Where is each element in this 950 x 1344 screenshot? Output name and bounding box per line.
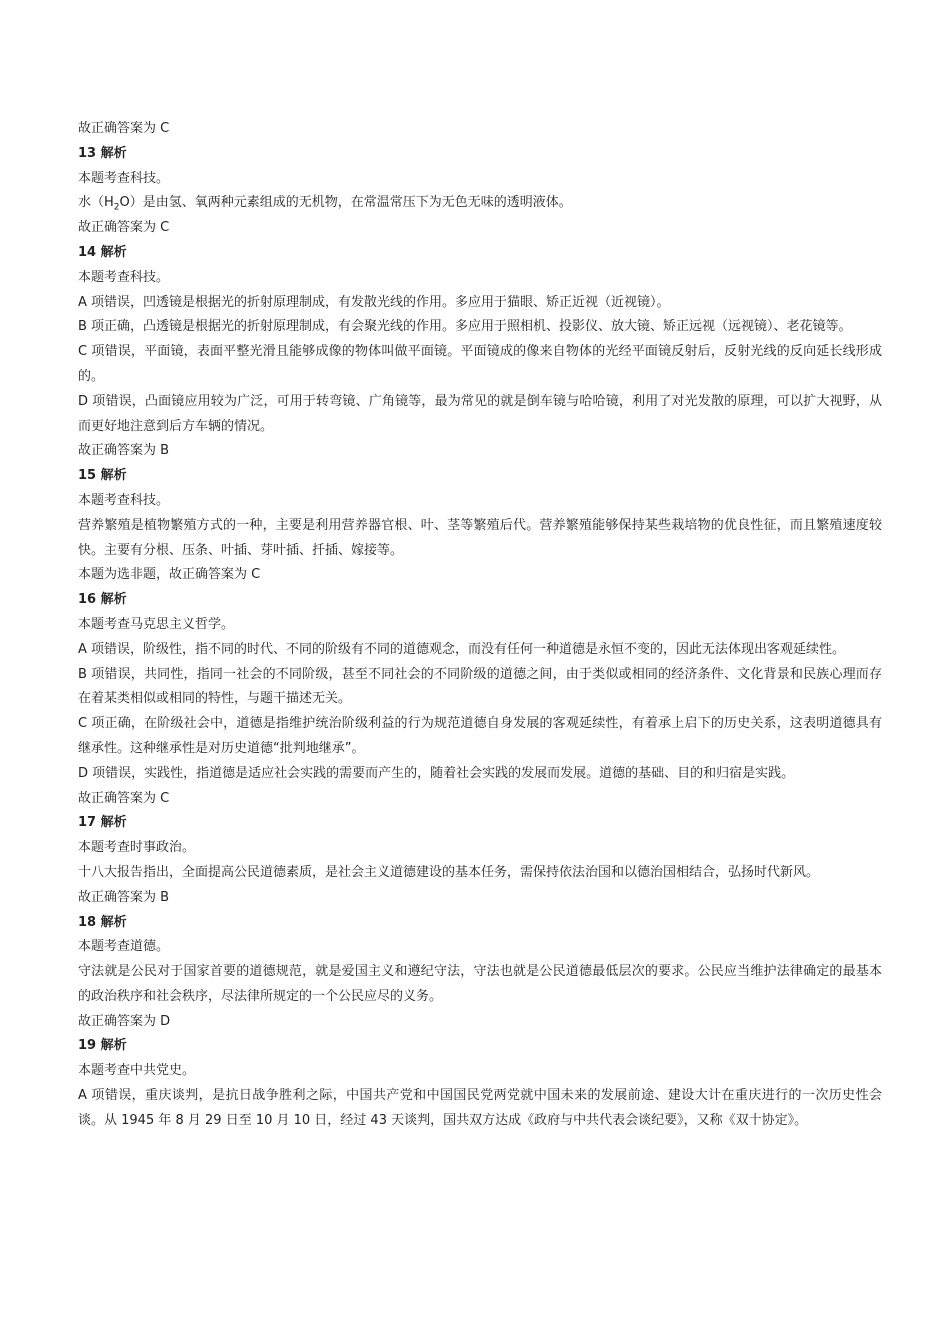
section-heading: 15 解析 xyxy=(78,468,127,484)
paragraph-text: O）是由氢、氧两种元素组成的无机物，在常温常压下为无色无味的透明液体。 xyxy=(119,195,572,211)
subscript: 2 xyxy=(113,202,120,213)
paragraph-text: 水（H xyxy=(78,195,114,211)
section-heading: 14 解析 xyxy=(78,244,127,260)
section-heading: 17 解析 xyxy=(78,815,127,831)
paragraph: 本题考查科技。 xyxy=(78,170,170,186)
section-heading: 19 解析 xyxy=(78,1038,127,1054)
section-heading: 13 解析 xyxy=(78,145,127,161)
paragraph: B 项错误，共同性，指同一社会的不同阶级，甚至不同社会的不同阶级的道德之间，由于类似或相同的经济条件、文化背景和民族心理而存在着某类相似或相同的特性，与题干描述无关。 xyxy=(78,666,882,707)
paragraph: 本题考查科技。 xyxy=(78,269,170,285)
section-heading: 18 解析 xyxy=(78,914,127,930)
paragraph: C 项错误，平面镜，表面平整光滑且能够成像的物体叫做平面镜。平面镜成的像来自物体的光经平面镜反射后，反射光线的反向延长线形成的。 xyxy=(78,344,882,384)
answer-line: 故正确答案为 C xyxy=(78,121,170,136)
paragraph: 十八大报告指出，全面提高公民道德素质，是社会主义道德建设的基本任务，需保持依法治国和以德治国相结合，弘扬时代新风。 xyxy=(78,864,820,880)
paragraph: B 项正确，凸透镜是根据光的折射原理制成，有会聚光线的作用。多应用于照相机、投影仪、放大镜、矫正远视（远视镜）、老花镜等。 xyxy=(78,319,852,335)
paragraph: C 项正确，在阶级社会中，道德是指维护统治阶级利益的行为规范道德自身发展的客观延续性，有着承上启下的历史关系，这表明道德具有继承性。这种继承性是对历史道德“批判地继承”。 xyxy=(78,716,882,756)
paragraph: A 项错误，重庆谈判，是抗日战争胜利之际，中国共产党和中国国民党两党就中国未来的发展前途、建设大计在重庆进行的一次历史性会谈。从 1945 年 8 月 29 日至 10 月 10 日，经过 43 天谈判，国共双方达成《政府与中共代表会谈纪要》，又称《双十协定》。 xyxy=(78,1088,882,1128)
paragraph: A 项错误，阶级性，指不同的时代、不同的阶级有不同的道德观念，而没有任何一种道德是永恒不变的，因此无法体现出客观延续性。 xyxy=(78,641,846,657)
answer-line: 故正确答案为 D xyxy=(78,1013,171,1029)
paragraph xyxy=(78,191,882,216)
section-heading: 16 解析 xyxy=(78,592,127,608)
paragraph: 本题考查马克思主义哲学。 xyxy=(78,616,235,632)
document-body xyxy=(78,117,882,1134)
answer-line: 故正确答案为 B xyxy=(78,443,170,459)
paragraph: A 项错误，凹透镜是根据光的折射原理制成，有发散光线的作用。多应用于猫眼、矫正近视（近视镜）。 xyxy=(78,294,670,310)
answer-line: 故正确答案为 B xyxy=(78,889,170,905)
answer-line: 本题为选非题，故正确答案为 C xyxy=(78,567,261,583)
paragraph: 本题考查时事政治。 xyxy=(78,840,196,856)
answer-line: 故正确答案为 C xyxy=(78,220,170,236)
answer-line: 故正确答案为 C xyxy=(78,790,170,806)
paragraph: 守法就是公民对于国家首要的道德规范，就是爱国主义和遵纪守法，守法也就是公民道德最低层次的要求。公民应当维护法律确定的最基本的政治秩序和社会秩序，尽法律所规定的一个公民应尽的义务。 xyxy=(78,964,882,1004)
paragraph: 营养繁殖是植物繁殖方式的一种，主要是利用营养器官根、叶、茎等繁殖后代。营养繁殖能够保持某些栽培物的优良性征，而且繁殖速度较快。主要有分根、压条、叶插、芽叶插、扦插、嫁接等。 xyxy=(78,517,882,558)
paragraph: D 项错误，实践性，指道德是适应社会实践的需要而产生的，随着社会实践的发展而发展。道德的基础、目的和归宿是实践。 xyxy=(78,765,795,781)
paragraph: 本题考查道德。 xyxy=(78,939,170,955)
paragraph: 本题考查科技。 xyxy=(78,492,170,508)
paragraph: D 项错误，凸面镜应用较为广泛，可用于转弯镜、广角镜等，最为常见的就是倒车镜与哈哈镜，利用了对光发散的原理，可以扩大视野，从而更好地注意到后方车辆的情况。 xyxy=(78,393,882,434)
paragraph: 本题考查中共党史。 xyxy=(78,1063,196,1079)
